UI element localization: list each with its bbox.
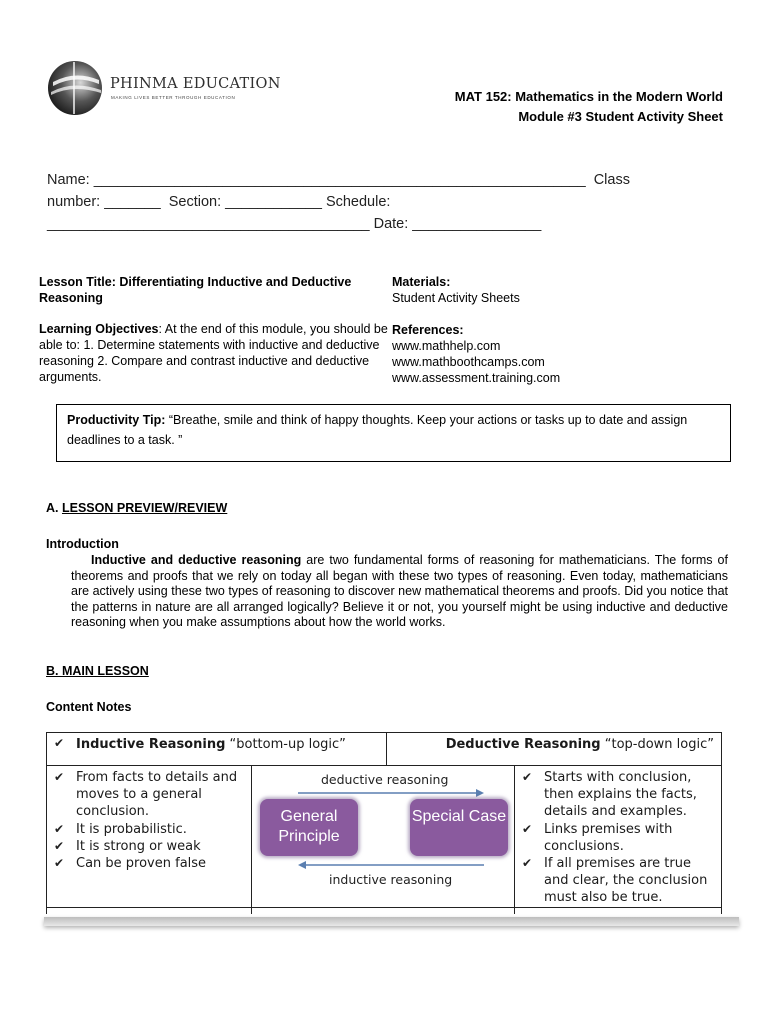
deductive-sub: “top-down logic” (600, 737, 714, 752)
phinma-logo-icon (47, 60, 103, 116)
table-divider (251, 765, 252, 914)
inductive-point: From facts to details and moves to a general conclusion. (76, 770, 238, 819)
section-a-title: LESSON PREVIEW/REVIEW (61, 501, 228, 515)
references-label: References: (392, 323, 464, 337)
check-icon: ✔ (54, 736, 65, 750)
check-icon: ✔ (522, 770, 533, 784)
table-divider (514, 765, 515, 914)
intro-bold-lead: Inductive and deductive reasoning (91, 553, 302, 567)
form-line-date[interactable]: ________________________________________ Date: ________________ (47, 216, 542, 232)
productivity-tip-box (56, 404, 731, 462)
inductive-point: Can be proven false (76, 856, 207, 871)
materials-value: Student Activity Sheets (392, 291, 520, 305)
deductive-point: Starts with conclusion, then explains the facts, details and examples. (544, 770, 697, 819)
intro-text: are two fundamental forms of reasoning for mathematicians. The forms of theorems and proofs that we rely on today all began with these two types of reasoning. Even today, mathematicians are actively using these two types of reasoning to discover new mathematical theorems and proofs. Did you notice that the patterns in nature are all arranged logically? Believe it or not, you yourself might be using inductive and deductive reasoning when you make assumptions about how the world works. (71, 553, 728, 630)
table-border (46, 732, 722, 733)
tip-text: “Breathe, smile and think of happy thoughts. Keep your actions or tasks up to date and assign deadlines to a task. ” (67, 413, 688, 447)
deductive-point: If all premises are true and clear, the conclusion must also be true. (544, 856, 708, 905)
content-notes-table (46, 732, 722, 914)
check-icon: ✔ (54, 822, 65, 836)
lesson-title-text: Lesson Title: Differentiating Inductive and Deductive Reasoning (39, 275, 352, 305)
inductive-sub: “bottom-up logic” (225, 737, 346, 752)
reference-link[interactable]: www.mathboothcamps.com (392, 355, 545, 369)
general-principle-box: General Principle (260, 799, 358, 856)
table-divider (46, 765, 722, 766)
deductive-header (446, 736, 714, 753)
special-case-box: Special Case (410, 799, 508, 856)
check-icon: ✔ (54, 770, 65, 784)
check-icon: ✔ (54, 856, 65, 870)
page-bottom-shadow (44, 917, 739, 926)
deductive-arrow-label: deductive reasoning (321, 772, 449, 787)
section-a-heading (46, 501, 227, 515)
objectives-label: Learning Objectives (39, 322, 159, 336)
materials-label: Materials: (392, 275, 451, 289)
right-arrow-icon (296, 788, 486, 798)
introduction-paragraph (71, 553, 728, 631)
course-title: MAT 152: Mathematics in the Modern World (454, 89, 723, 104)
deductive-point: Links premises with conclusions. (544, 822, 673, 854)
materials-block (392, 274, 732, 306)
logo-name: PHINMA EDUCATION (110, 76, 281, 92)
check-icon: ✔ (54, 839, 65, 853)
reference-link[interactable]: www.mathhelp.com (392, 339, 501, 353)
left-arrow-icon (296, 860, 486, 870)
table-border (46, 732, 47, 914)
introduction-heading: Introduction (46, 537, 119, 551)
check-icon: ✔ (522, 856, 533, 870)
check-icon: ✔ (522, 822, 533, 836)
form-line-section[interactable]: number: _______ Section: ____________ Schedule: (47, 194, 391, 210)
inductive-point: It is strong or weak (76, 839, 201, 854)
tip-label: Productivity Tip: (67, 413, 166, 427)
table-border (721, 732, 722, 914)
inductive-arrow-label: inductive reasoning (329, 872, 453, 887)
references-block (392, 322, 732, 386)
section-b-heading: B. MAIN LESSON (46, 664, 149, 678)
table-divider (386, 732, 387, 766)
deductive-title: Deductive Reasoning (445, 737, 601, 752)
form-line-name[interactable]: Name: _____________________________________________________________ Class (47, 172, 630, 188)
objectives-text: : At the end of this module, you should be able to: 1. Determine statements with inductive and deductive reasoning 2. Compare and contrast inductive and deductive arguments. (39, 322, 388, 384)
section-a-prefix: A. (46, 501, 62, 515)
inductive-title: Inductive Reasoning (76, 737, 226, 752)
lesson-title (39, 274, 389, 306)
module-title: Module #3 Student Activity Sheet (518, 109, 723, 124)
table-divider (46, 907, 722, 908)
reference-link[interactable]: www.assessment.training.com (392, 371, 561, 385)
inductive-header (76, 736, 346, 753)
learning-objectives (39, 321, 389, 385)
logo-tagline: MAKING LIVES BETTER THROUGH EDUCATION (111, 95, 236, 100)
inductive-point: It is probabilistic. (76, 822, 187, 837)
content-notes-heading: Content Notes (46, 700, 132, 714)
